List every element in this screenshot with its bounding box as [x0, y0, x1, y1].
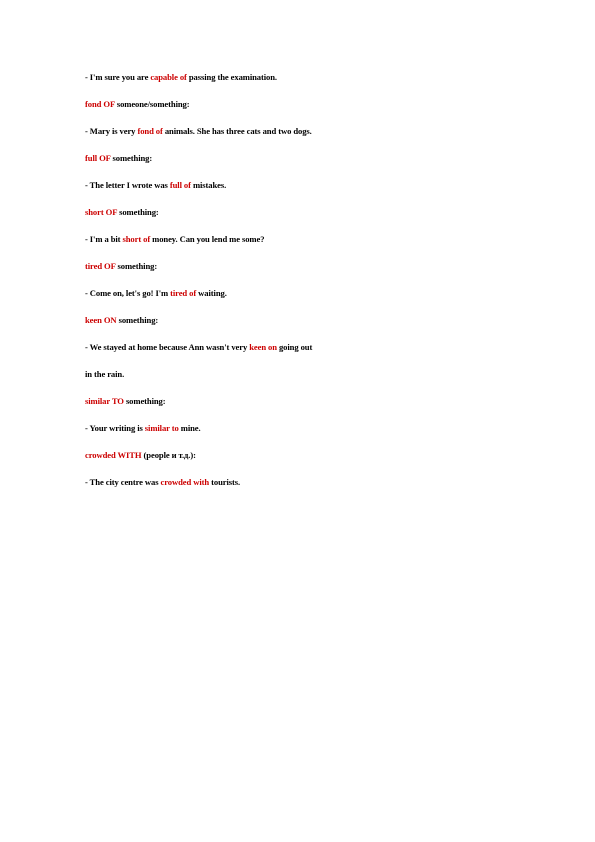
text-segment: something:: [123, 396, 166, 406]
highlighted-phrase: keen ON: [85, 315, 117, 325]
highlighted-phrase: crowded with: [160, 477, 210, 487]
text-line: [85, 369, 124, 379]
highlighted-phrase: fond of: [137, 126, 163, 136]
highlighted-phrase: full of: [169, 180, 191, 190]
highlighted-phrase: fond OF: [85, 99, 115, 109]
text-segment: tourists.: [209, 477, 241, 487]
text-segment: - I'm sure you are: [85, 72, 151, 82]
highlighted-phrase: short OF: [85, 207, 118, 217]
highlighted-phrase: crowded WITH: [85, 450, 142, 460]
highlighted-phrase: similar to: [144, 423, 179, 433]
text-line: [85, 207, 159, 217]
text-segment: - We stayed at home because Ann wasn't very: [85, 342, 250, 352]
text-segment: something:: [117, 207, 159, 217]
text-segment: - The city centre was: [85, 477, 161, 487]
text-line: [85, 315, 158, 325]
text-segment: - I'm a bit: [85, 234, 123, 244]
text-segment: something:: [115, 261, 158, 271]
text-segment: (people и т.д.):: [141, 450, 196, 460]
text-segment: something:: [110, 153, 153, 163]
text-line: [85, 180, 226, 190]
text-segment: something:: [116, 315, 159, 325]
text-line: [85, 126, 312, 136]
text-segment: - Come on, let's go! I'm: [85, 288, 171, 298]
highlighted-phrase: similar TO: [85, 396, 124, 406]
text-line: [85, 288, 227, 298]
highlighted-phrase: tired of: [170, 288, 197, 298]
highlighted-phrase: capable of: [150, 72, 187, 82]
text-segment: money. Can you lend me some?: [150, 234, 265, 244]
text-line: [85, 450, 196, 460]
highlighted-phrase: full OF: [85, 153, 111, 163]
text-segment: - The letter I wrote was: [85, 180, 170, 190]
highlighted-phrase: tired OF: [85, 261, 116, 271]
text-segment: mistakes.: [190, 180, 227, 190]
text-line: [85, 396, 166, 406]
text-line: [85, 72, 277, 82]
text-line: [85, 234, 264, 244]
text-segment: someone/something:: [114, 99, 190, 109]
text-line: [85, 99, 190, 109]
text-line: [85, 153, 152, 163]
text-segment: waiting.: [196, 288, 227, 298]
text-segment: - Your writing is: [85, 423, 145, 433]
text-line: [85, 261, 157, 271]
text-line: [85, 423, 201, 433]
text-line: [85, 477, 240, 487]
text-segment: animals. She has three cats and two dogs.: [162, 126, 312, 136]
text-segment: mine.: [178, 423, 201, 433]
highlighted-phrase: keen on: [249, 342, 277, 352]
text-segment: - Mary is very: [85, 126, 138, 136]
text-line: [85, 342, 312, 352]
highlighted-phrase: short of: [122, 234, 151, 244]
text-segment: passing the examination.: [186, 72, 277, 82]
text-segment: in the rain.: [85, 369, 125, 379]
text-segment: going out: [276, 342, 313, 352]
